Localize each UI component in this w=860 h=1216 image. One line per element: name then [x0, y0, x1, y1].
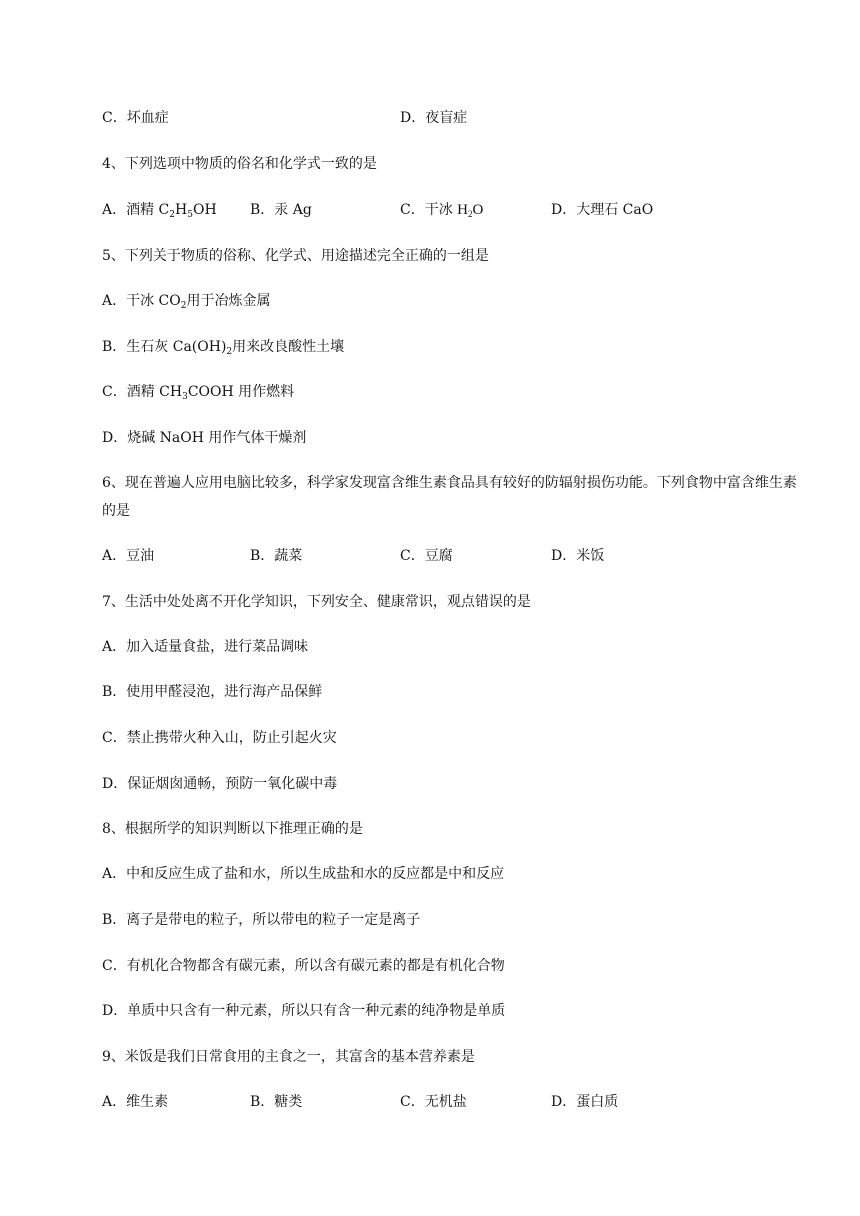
q9-option-b: B．糖类: [250, 1094, 303, 1110]
q4-stem: 4、下列选项中物质的俗名和化学式一致的是: [102, 156, 377, 172]
q8-option-a: A．中和反应生成了盐和水，所以生成盐和水的反应都是中和反应: [102, 866, 505, 882]
q8-option-d: D．单质中只含有一种元素，所以只有含一种元素的纯净物是单质: [102, 1003, 506, 1019]
subscript: 5: [187, 210, 193, 220]
q7-option-a: A．加入适量食盐，进行菜品调味: [102, 639, 309, 655]
q6-stem: 6、现在普遍人应用电脑比较多，科学家发现富含维生素食品具有较好的防辐射损伤功能。下列食物中富含维生素的是: [102, 475, 797, 519]
q6-option-a: A．豆油: [102, 548, 155, 564]
subscript: 2: [226, 347, 233, 357]
q4-option-d: D．大理石 CaO: [551, 202, 654, 218]
formula-h: H: [457, 202, 469, 218]
q7-option-b: B．使用甲醛浸泡，进行海产品保鲜: [102, 684, 323, 700]
q4-option-c: [400, 200, 483, 220]
q8-option-b: B．离子是带电的粒子，所以带电的粒子一定是离子: [102, 912, 421, 928]
q9-option-c: C．无机盐: [400, 1094, 467, 1110]
q8-option-c: C．有机化合物都含有碳元素，所以含有碳元素的都是有机化合物: [102, 958, 505, 974]
q5-option-c-text: C．酒精 CH: [102, 384, 183, 400]
q7-option-d: D．保证烟囱通畅，预防一氧化碳中毒: [102, 776, 338, 792]
q6-option-b: B．蔬菜: [250, 548, 303, 564]
q5-option-a-end: 用于冶炼金属: [186, 293, 271, 309]
q4-option-a: [102, 200, 217, 220]
q3-option-d: D．夜盲症: [400, 110, 468, 126]
formula-part: H: [175, 202, 188, 218]
q5-option-c: [102, 382, 294, 402]
q5-option-b-end: 用来改良酸性土壤: [232, 339, 345, 355]
q6-option-c: C．豆腐: [400, 548, 453, 564]
formula-part: [457, 202, 483, 218]
q3-option-c: C．坏血症: [102, 110, 169, 126]
q5-option-a: [102, 291, 270, 311]
q5-option-d: D．烧碱 NaOH 用作气体干燥剂: [102, 430, 307, 446]
q5-option-b-text: B．生石灰 Ca(OH): [102, 339, 227, 355]
q4-option-b: B．汞 Ag: [250, 202, 312, 218]
q7-option-c: C．禁止携带火种入山，防止引起火灾: [102, 730, 337, 746]
q9-stem: 9、米饭是我们日常食用的主食之一，其富含的基本营养素是: [102, 1049, 475, 1065]
q9-option-a: A．维生素: [102, 1094, 169, 1110]
q8-stem: 8、根据所学的知识判断以下推理正确的是: [102, 821, 363, 837]
formula-o: O: [472, 202, 484, 218]
q9-option-d: D．蛋白质: [551, 1094, 619, 1110]
q4-option-c-text: C．干冰: [400, 202, 458, 218]
subscript: 2: [468, 209, 473, 219]
q5-option-c-end: COOH 用作燃料: [187, 384, 295, 400]
q5-stem: 5、下列关于物质的俗称、化学式、用途描述完全正确的一组是: [102, 248, 489, 264]
subscript: 2: [169, 210, 176, 220]
q6-option-d: D．米饭: [551, 548, 605, 564]
q5-option-a-text: A．干冰 CO: [102, 293, 181, 309]
subscript: 2: [180, 301, 187, 311]
q4-option-a-text: A．酒精 C: [102, 202, 170, 218]
subscript: 3: [182, 392, 188, 402]
q5-option-b: [102, 337, 344, 357]
q7-stem: 7、生活中处处离不开化学知识，下列安全、健康常识，观点错误的是: [102, 594, 531, 610]
formula-part: OH: [192, 202, 217, 218]
